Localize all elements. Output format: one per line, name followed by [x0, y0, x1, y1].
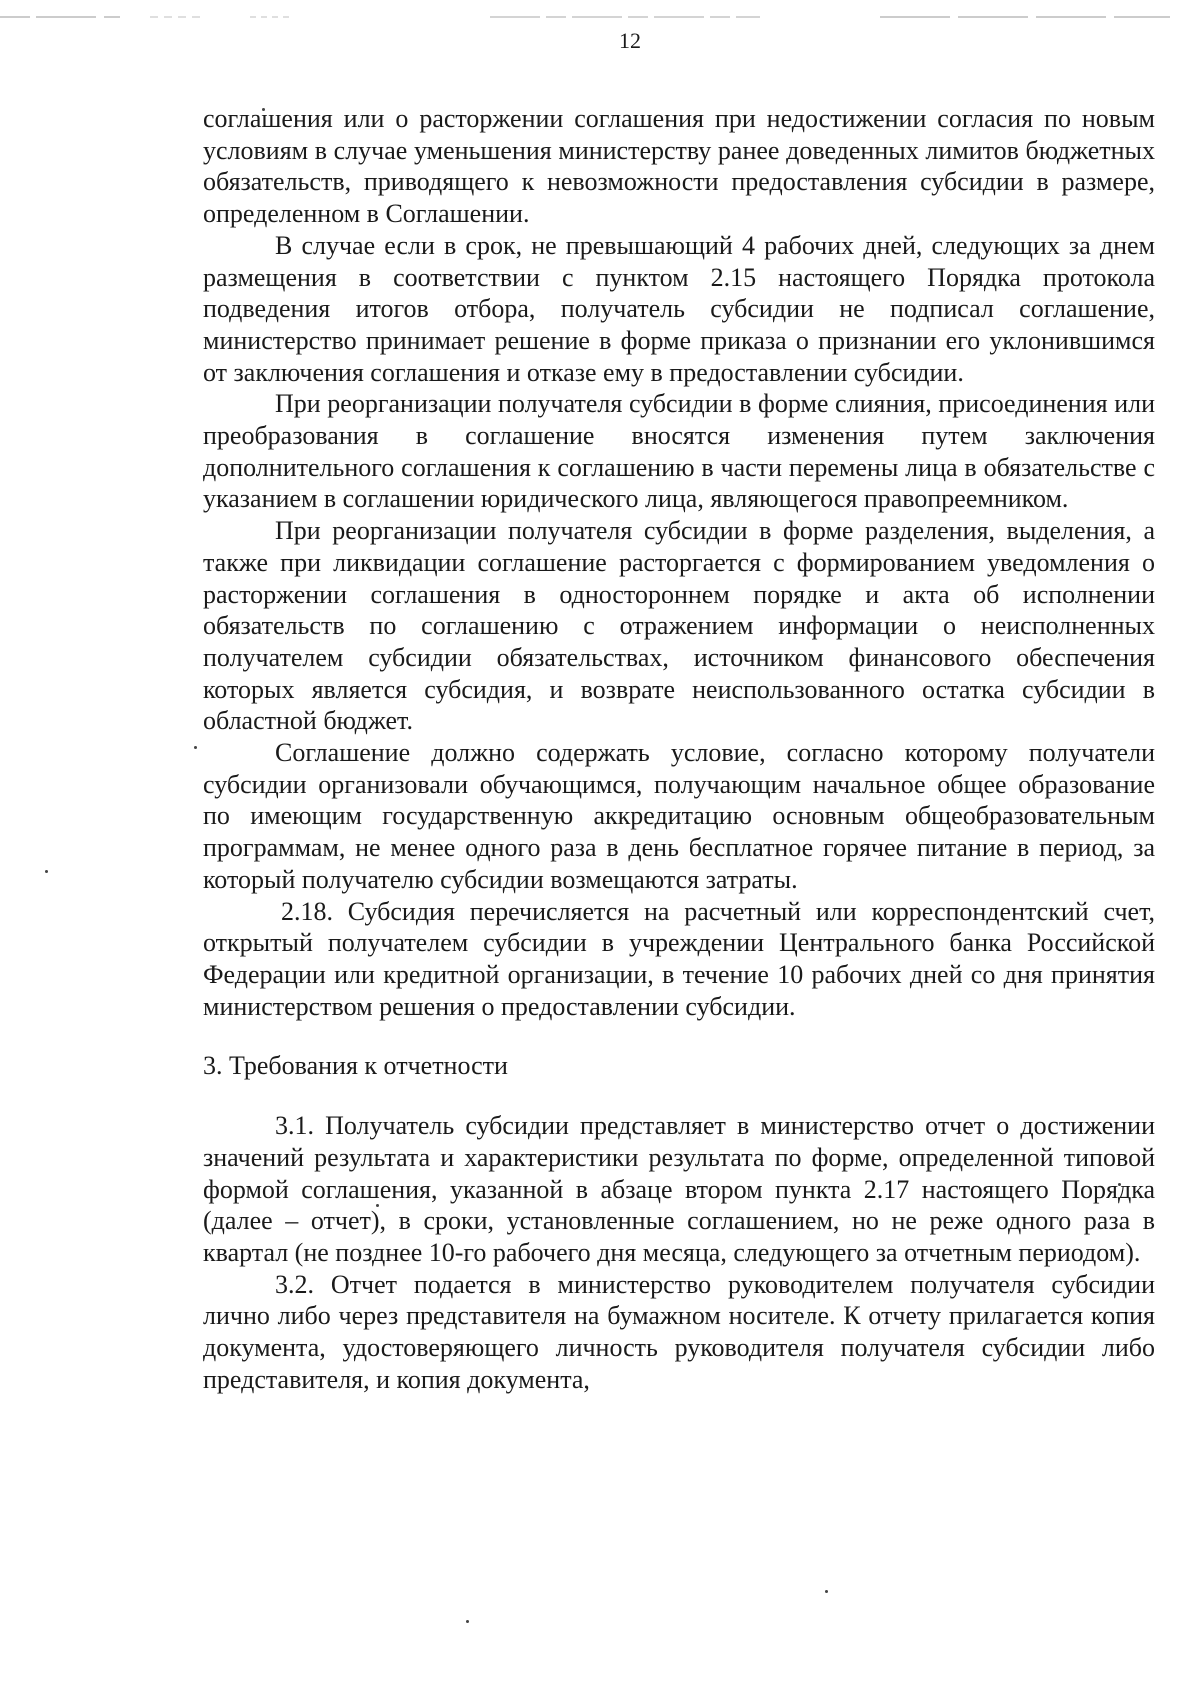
paragraph-hot-meals-condition: Соглашение должно содержать условие, согласно которому получатели субсидии организовали обучающимся, получающим начальное общее образование по имеющим государственную аккредитацию основным общеобразовательным программам, не менее одного раза в день бесплатное горячее питание в период, за который получателю субсидии возмещаются затраты. [203, 738, 1155, 894]
paragraph-signing-deadline: В случае если в срок, не превышающий 4 рабочих дней, следующих за днем размещения в соответствии с пунктом 2.15 настоящего Порядка протокола подведения итогов отбора, получатель субсидии не подписал соглашение, министерство принимает решение в форме приказа о признании его уклонившимся от заключения соглашения и отказе ему в предоставлении субсидии. [203, 230, 1155, 387]
paragraph-3-1: 3.1. Получатель субсидии представляет в министерство отчет о достижении значений результата и характеристики результата по форме, определенной типовой формой соглашения, указанной в абзаце втором пункта 2.17 настоящего Порядка (далее – отчет), в сроки, установленные соглашением, но не реже одного раза в квартал (не позднее 10-го рабочего дня месяца, следующего за отчетным периодом). [203, 1111, 1155, 1267]
scan-speck [825, 1590, 828, 1593]
scan-speck [194, 746, 197, 749]
paragraph-2-18: 2.18. Субсидия перечисляется на расчетный или корреспондентский счет, открытый получателем субсидии в учреждении Центрального банка Российской Федерации или кредитной организации, в течение 10 рабочих дней со дня принятия министерством решения о предоставлении субсидии. [203, 896, 1155, 1021]
document-body [203, 103, 1155, 1395]
paragraph-3-2: 3.2. Отчет подается в министерство руководителем получателя субсидии лично либо через представителя на бумажном носителе. К отчету прилагается копия документа, удостоверяющего личность руководителя получателя субсидии либо представителя, и копия документа, [203, 1269, 1155, 1394]
page-number: 12 [619, 28, 641, 53]
scan-edge-marks [0, 14, 1200, 20]
section-heading: 3. Требования к отчетности [203, 1051, 508, 1081]
paragraph-continuation: соглашения или о расторжении соглашения при недостижении согласия по новым условиям в случае уменьшения министерству ранее доведенных лимитов бюджетных обязательств, приводящего к невозможности предоставления субсидии в размере, определенном в Соглашении. [203, 104, 1155, 229]
scan-speck [45, 870, 48, 873]
scan-speck [466, 1620, 469, 1623]
paragraph-reorganization-merger: При реорганизации получателя субсидии в форме слияния, присоединения или преобразования в соглашение вносятся изменения путем заключения дополнительного соглашения к соглашению в части перемены лица в обязательстве с указанием в соглашении юридического лица, являющегося правопреемником. [203, 389, 1155, 514]
paragraph-reorganization-division: При реорганизации получателя субсидии в форме разделения, выделения, а также при ликвидации соглашение расторгается с формированием уведомления о расторжении соглашения в одностороннем порядке и акта об исполнении обязательств по соглашению с отражением информации о неисполненных получателем субсидии обязательствах, источником финансового обеспечения которых является субсидия, и возврате неиспользованного остатка субсидии в областной бюджет. [203, 516, 1155, 736]
